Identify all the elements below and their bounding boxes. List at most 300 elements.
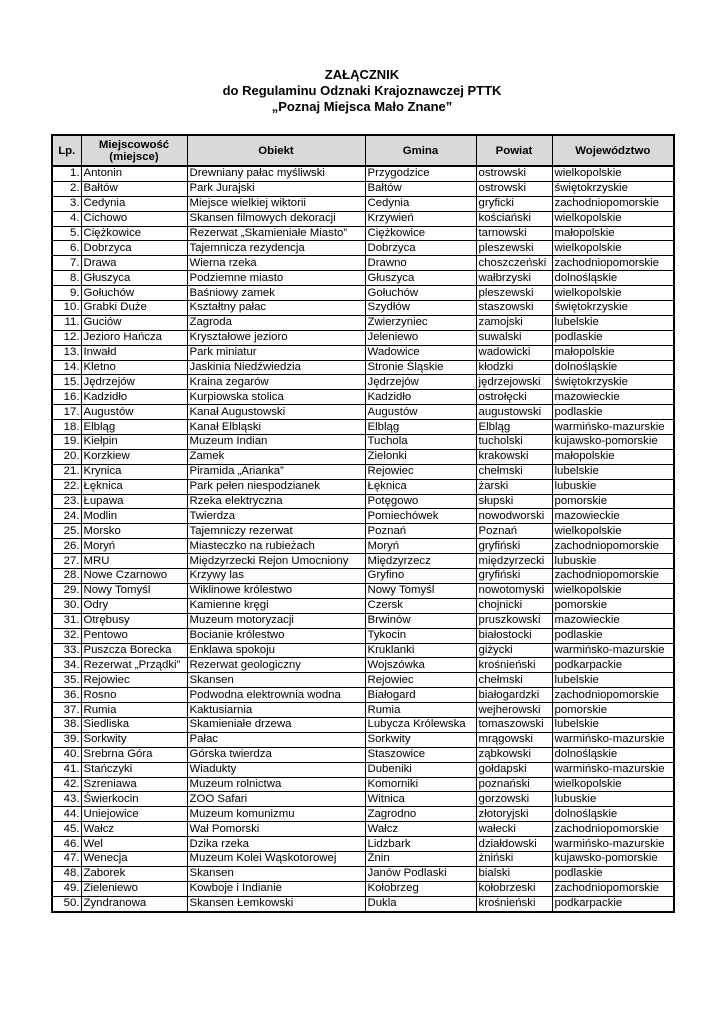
cell-powiat: wałbrzyski [476,271,552,286]
cell-lp: 47. [52,851,81,866]
cell-powiat: zamojski [476,315,552,330]
cell-wojewodztwo: lubelskie [552,717,674,732]
cell-powiat: gołdapski [476,762,552,777]
table-row [52,390,674,405]
cell-wojewodztwo: kujawsko-pomorskie [552,851,674,866]
cell-wojewodztwo: wielkopolskie [552,166,674,181]
cell-lp: 31. [52,613,81,628]
table-row [52,301,674,316]
cell-lp: 34. [52,658,81,673]
cell-powiat: wejherowski [476,703,552,718]
cell-gmina: Sorkwity [365,732,476,747]
cell-lp: 2. [52,181,81,196]
cell-powiat: tarnowski [476,226,552,241]
cell-obiekt: Tajemnicza rezydencja [187,241,365,256]
cell-miejscowosc: Moryń [81,539,187,554]
table-row [52,345,674,360]
cell-gmina: Międzyrzecz [365,554,476,569]
cell-gmina: Rejowiec [365,673,476,688]
table-row [52,598,674,613]
cell-powiat: kościański [476,211,552,226]
table-row [52,494,674,509]
cell-obiekt: Enklawa spokoju [187,643,365,658]
table-row [52,256,674,271]
cell-obiekt: Tajemniczy rezerwat [187,524,365,539]
cell-lp: 19. [52,435,81,450]
cell-miejscowosc: Kadzidło [81,390,187,405]
cell-lp: 23. [52,494,81,509]
document-title-block [0,67,724,115]
cell-miejscowosc: Zaborek [81,866,187,881]
cell-obiekt: Muzeum Indian [187,435,365,450]
table-row [52,822,674,837]
cell-obiekt: Wiadukty [187,762,365,777]
cell-obiekt: Skamieniałe drzewa [187,717,365,732]
cell-gmina: Elbląg [365,420,476,435]
cell-obiekt: Kanał Elbląski [187,420,365,435]
cell-powiat: krośnieński [476,896,552,911]
cell-lp: 50. [52,896,81,911]
cell-powiat: białostocki [476,628,552,643]
cell-obiekt: Skansen [187,673,365,688]
cell-gmina: Wałcz [365,822,476,837]
cell-lp: 21. [52,464,81,479]
cell-gmina: Dukla [365,896,476,911]
cell-miejscowosc: Pentowo [81,628,187,643]
cell-powiat: ząbkowski [476,747,552,762]
cell-lp: 43. [52,792,81,807]
cell-gmina: Stronie Śląskie [365,360,476,375]
cell-miejscowosc: Sorkwity [81,732,187,747]
cell-powiat: Poznań [476,524,552,539]
cell-lp: 48. [52,866,81,881]
cell-gmina: Wojszówka [365,658,476,673]
cell-obiekt: Muzeum rolnictwa [187,777,365,792]
cell-powiat: międzyrzecki [476,554,552,569]
cell-obiekt: Muzeum motoryzacji [187,613,365,628]
cell-powiat: ostrowski [476,166,552,181]
cell-miejscowosc: Bałtów [81,181,187,196]
cell-wojewodztwo: wielkopolskie [552,777,674,792]
cell-gmina: Jędrzejów [365,375,476,390]
table-row [52,628,674,643]
cell-obiekt: Kanał Augustowski [187,405,365,420]
cell-powiat: gryfiński [476,569,552,584]
cell-wojewodztwo: dolnośląskie [552,807,674,822]
cell-miejscowosc: Łęknica [81,479,187,494]
cell-gmina: Brwinów [365,613,476,628]
table-row [52,509,674,524]
cell-gmina: Wadowice [365,345,476,360]
cell-lp: 29. [52,583,81,598]
cell-obiekt: Kształtny pałac [187,301,365,316]
cell-miejscowosc: Cedynia [81,196,187,211]
table-row [52,435,674,450]
cell-miejscowosc: Dobrzyca [81,241,187,256]
cell-lp: 49. [52,881,81,896]
column-header-gmina: Gmina [365,135,476,166]
cell-powiat: krośnieński [476,658,552,673]
cell-lp: 24. [52,509,81,524]
cell-lp: 7. [52,256,81,271]
cell-obiekt: Podziemne miasto [187,271,365,286]
cell-wojewodztwo: mazowieckie [552,509,674,524]
cell-powiat: nowotomyski [476,583,552,598]
cell-gmina: Rejowiec [365,464,476,479]
cell-wojewodztwo: lubuskie [552,479,674,494]
cell-obiekt: Skansen Łemkowski [187,896,365,911]
cell-gmina: Potęgowo [365,494,476,509]
table-row [52,866,674,881]
cell-powiat: ostrołęcki [476,390,552,405]
cell-miejscowosc: Wel [81,837,187,852]
cell-obiekt: Górska twierdza [187,747,365,762]
cell-powiat: krakowski [476,449,552,464]
table-row [52,524,674,539]
cell-lp: 42. [52,777,81,792]
table-row [52,241,674,256]
cell-miejscowosc: Gołuchów [81,286,187,301]
cell-gmina: Ciężkowice [365,226,476,241]
table-row [52,405,674,420]
cell-gmina: Augustów [365,405,476,420]
cell-powiat: tomaszowski [476,717,552,732]
cell-miejscowosc: Guciów [81,315,187,330]
cell-powiat: słupski [476,494,552,509]
cell-lp: 1. [52,166,81,181]
table-row [52,717,674,732]
cell-miejscowosc: Srebrna Góra [81,747,187,762]
cell-miejscowosc: Elbląg [81,420,187,435]
cell-miejscowosc: Rosno [81,688,187,703]
cell-wojewodztwo: świętokrzyskie [552,375,674,390]
cell-powiat: nowodworski [476,509,552,524]
cell-wojewodztwo: podlaskie [552,628,674,643]
cell-obiekt: Międzyrzecki Rejon Umocniony [187,554,365,569]
cell-miejscowosc: Wałcz [81,822,187,837]
cell-miejscowosc: Siedliska [81,717,187,732]
cell-wojewodztwo: podlaskie [552,866,674,881]
cell-lp: 39. [52,732,81,747]
title-line-1: ZAŁĄCZNIK [324,67,400,82]
column-header-powiat: Powiat [476,135,552,166]
cell-obiekt: Zagroda [187,315,365,330]
table-row [52,211,674,226]
cell-gmina: Łęknica [365,479,476,494]
table-row [52,449,674,464]
cell-lp: 35. [52,673,81,688]
cell-miejscowosc: Jezioro Hańcza [81,330,187,345]
cell-wojewodztwo: podlaskie [552,330,674,345]
cell-obiekt: Kowboje i Indianie [187,881,365,896]
cell-lp: 10. [52,301,81,316]
table-row [52,732,674,747]
cell-wojewodztwo: lubuskie [552,792,674,807]
cell-miejscowosc: Antonin [81,166,187,181]
cell-lp: 3. [52,196,81,211]
cell-obiekt: Wierna rzeka [187,256,365,271]
cell-obiekt: Piramida „Arianka” [187,464,365,479]
cell-powiat: żarski [476,479,552,494]
cell-wojewodztwo: wielkopolskie [552,241,674,256]
cell-powiat: ostrowski [476,181,552,196]
cell-powiat: pruszkowski [476,613,552,628]
cell-wojewodztwo: małopolskie [552,449,674,464]
cell-obiekt: Rezerwat geologiczny [187,658,365,673]
cell-gmina: Janów Podlaski [365,866,476,881]
cell-lp: 14. [52,360,81,375]
cell-miejscowosc: Zieleniewo [81,881,187,896]
cell-gmina: Cedynia [365,196,476,211]
cell-gmina: Dobrzyca [365,241,476,256]
cell-obiekt: Podwodna elektrownia wodna [187,688,365,703]
cell-wojewodztwo: lubelskie [552,315,674,330]
cell-miejscowosc: Łupawa [81,494,187,509]
cell-gmina: Tuchola [365,435,476,450]
cell-obiekt: Twierdza [187,509,365,524]
cell-obiekt: Kurpiowska stolica [187,390,365,405]
cell-wojewodztwo: warmińsko-mazurskie [552,420,674,435]
cell-powiat: augustowski [476,405,552,420]
cell-powiat: wałecki [476,822,552,837]
cell-gmina: Gryfino [365,569,476,584]
cell-gmina: Głuszyca [365,271,476,286]
table-row [52,688,674,703]
table-row [52,226,674,241]
cell-obiekt: Park miniatur [187,345,365,360]
cell-wojewodztwo: warmińsko-mazurskie [552,643,674,658]
cell-obiekt: Kamienne kręgi [187,598,365,613]
table-row [52,375,674,390]
cell-obiekt: Baśniowy zamek [187,286,365,301]
cell-obiekt: Wiklinowe królestwo [187,583,365,598]
cell-powiat: gorzowski [476,792,552,807]
cell-miejscowosc: Augustów [81,405,187,420]
cell-wojewodztwo: wielkopolskie [552,583,674,598]
cell-lp: 28. [52,569,81,584]
title-line-2: do Regulaminu Odznaki Krajoznawczej PTTK [222,83,502,98]
cell-miejscowosc: Głuszyca [81,271,187,286]
cell-gmina: Przygodzice [365,166,476,181]
cell-powiat: złotoryjski [476,807,552,822]
cell-obiekt: Pałac [187,732,365,747]
table-row [52,464,674,479]
table-row [52,583,674,598]
cell-miejscowosc: Puszcza Borecka [81,643,187,658]
cell-powiat: staszowski [476,301,552,316]
cell-miejscowosc: Stańczyki [81,762,187,777]
cell-miejscowosc: Rezerwat „Prządki” [81,658,187,673]
cell-obiekt: Park Jurajski [187,181,365,196]
table-row [52,569,674,584]
cell-wojewodztwo: zachodniopomorskie [552,256,674,271]
column-header-lp: Lp. [52,135,81,166]
cell-miejscowosc: Uniejowice [81,807,187,822]
cell-powiat: gryficki [476,196,552,211]
places-table [51,134,675,913]
cell-miejscowosc: Morsko [81,524,187,539]
cell-wojewodztwo: zachodniopomorskie [552,688,674,703]
cell-wojewodztwo: świętokrzyskie [552,181,674,196]
cell-wojewodztwo: warmińsko-mazurskie [552,762,674,777]
cell-obiekt: Rezerwat „Skamieniałe Miasto” [187,226,365,241]
cell-miejscowosc: Ciężkowice [81,226,187,241]
cell-powiat: Elbląg [476,420,552,435]
table-row [52,271,674,286]
cell-lp: 27. [52,554,81,569]
cell-powiat: kłodzki [476,360,552,375]
cell-gmina: Kadzidło [365,390,476,405]
cell-gmina: Zwierzyniec [365,315,476,330]
cell-powiat: poznański [476,777,552,792]
table-row [52,181,674,196]
cell-lp: 5. [52,226,81,241]
cell-lp: 18. [52,420,81,435]
cell-miejscowosc: Szreniawa [81,777,187,792]
cell-gmina: Staszowice [365,747,476,762]
table-row [52,881,674,896]
table-row [52,196,674,211]
cell-lp: 30. [52,598,81,613]
cell-lp: 6. [52,241,81,256]
cell-miejscowosc: MRU [81,554,187,569]
cell-obiekt: Jaskinia Niedźwiedzia [187,360,365,375]
cell-powiat: pleszewski [476,241,552,256]
cell-wojewodztwo: lubelskie [552,464,674,479]
table-row [52,479,674,494]
cell-obiekt: Kraina zegarów [187,375,365,390]
cell-obiekt: Muzeum komunizmu [187,807,365,822]
cell-wojewodztwo: mazowieckie [552,613,674,628]
cell-gmina: Nowy Tomyśl [365,583,476,598]
cell-miejscowosc: Wenecja [81,851,187,866]
cell-lp: 4. [52,211,81,226]
cell-lp: 17. [52,405,81,420]
cell-obiekt: Zamek [187,449,365,464]
cell-wojewodztwo: wielkopolskie [552,286,674,301]
cell-gmina: Witnica [365,792,476,807]
cell-powiat: bialski [476,866,552,881]
table-row [52,613,674,628]
cell-powiat: giżycki [476,643,552,658]
cell-wojewodztwo: podkarpackie [552,658,674,673]
cell-wojewodztwo: pomorskie [552,703,674,718]
table-row [52,330,674,345]
cell-powiat: chełmski [476,464,552,479]
cell-gmina: Zielonki [365,449,476,464]
cell-lp: 45. [52,822,81,837]
cell-obiekt: Skansen [187,866,365,881]
cell-obiekt: Dzika rzeka [187,837,365,852]
table-row [52,539,674,554]
cell-wojewodztwo: zachodniopomorskie [552,822,674,837]
cell-miejscowosc: Cichowo [81,211,187,226]
cell-obiekt: Drewniany pałac myśliwski [187,166,365,181]
cell-powiat: jędrzejowski [476,375,552,390]
cell-miejscowosc: Kiełpin [81,435,187,450]
table-row [52,315,674,330]
cell-lp: 37. [52,703,81,718]
cell-powiat: gryfiński [476,539,552,554]
table-row [52,554,674,569]
cell-miejscowosc: Odry [81,598,187,613]
cell-lp: 16. [52,390,81,405]
cell-wojewodztwo: pomorskie [552,494,674,509]
cell-gmina: Szydłów [365,301,476,316]
cell-miejscowosc: Korzkiew [81,449,187,464]
cell-lp: 11. [52,315,81,330]
cell-miejscowosc: Grabki Duże [81,301,187,316]
cell-miejscowosc: Inwałd [81,345,187,360]
cell-obiekt: ZOO Safari [187,792,365,807]
cell-wojewodztwo: małopolskie [552,226,674,241]
cell-lp: 22. [52,479,81,494]
cell-gmina: Moryń [365,539,476,554]
cell-obiekt: Rzeka elektryczna [187,494,365,509]
cell-miejscowosc: Kletno [81,360,187,375]
cell-powiat: mrągowski [476,732,552,747]
cell-lp: 44. [52,807,81,822]
cell-wojewodztwo: mazowieckie [552,390,674,405]
title-line-3: „Poznaj Miejsca Mało Znane” [271,99,453,114]
cell-powiat: białogardzki [476,688,552,703]
table-body [52,166,674,912]
cell-miejscowosc: Otrębusy [81,613,187,628]
cell-lp: 25. [52,524,81,539]
table-header-row [52,135,674,166]
cell-lp: 9. [52,286,81,301]
table-row [52,747,674,762]
cell-wojewodztwo: warmińsko-mazurskie [552,837,674,852]
cell-gmina: Żnin [365,851,476,866]
cell-miejscowosc: Zyndranowa [81,896,187,911]
cell-lp: 33. [52,643,81,658]
table-row [52,807,674,822]
column-header-obiekt: Obiekt [187,135,365,166]
cell-gmina: Lidzbark [365,837,476,852]
cell-wojewodztwo: świętokrzyskie [552,301,674,316]
cell-obiekt: Kaktusiarnia [187,703,365,718]
table-row [52,703,674,718]
cell-powiat: kołobrzeski [476,881,552,896]
cell-wojewodztwo: podkarpackie [552,896,674,911]
cell-powiat: chojnicki [476,598,552,613]
cell-powiat: chełmski [476,673,552,688]
cell-gmina: Pomiechówek [365,509,476,524]
cell-lp: 8. [52,271,81,286]
cell-powiat: pleszewski [476,286,552,301]
cell-wojewodztwo: wielkopolskie [552,211,674,226]
cell-obiekt: Bocianie królestwo [187,628,365,643]
cell-miejscowosc: Modlin [81,509,187,524]
cell-lp: 46. [52,837,81,852]
cell-wojewodztwo: dolnośląskie [552,360,674,375]
cell-powiat: choszczeński [476,256,552,271]
cell-lp: 41. [52,762,81,777]
table-row [52,762,674,777]
cell-miejscowosc: Krynica [81,464,187,479]
cell-lp: 38. [52,717,81,732]
cell-lp: 40. [52,747,81,762]
cell-lp: 12. [52,330,81,345]
cell-gmina: Rumia [365,703,476,718]
cell-wojewodztwo: lubelskie [552,673,674,688]
cell-wojewodztwo: zachodniopomorskie [552,539,674,554]
cell-wojewodztwo: małopolskie [552,345,674,360]
cell-wojewodztwo: zachodniopomorskie [552,881,674,896]
table-row [52,643,674,658]
cell-gmina: Bałtów [365,181,476,196]
